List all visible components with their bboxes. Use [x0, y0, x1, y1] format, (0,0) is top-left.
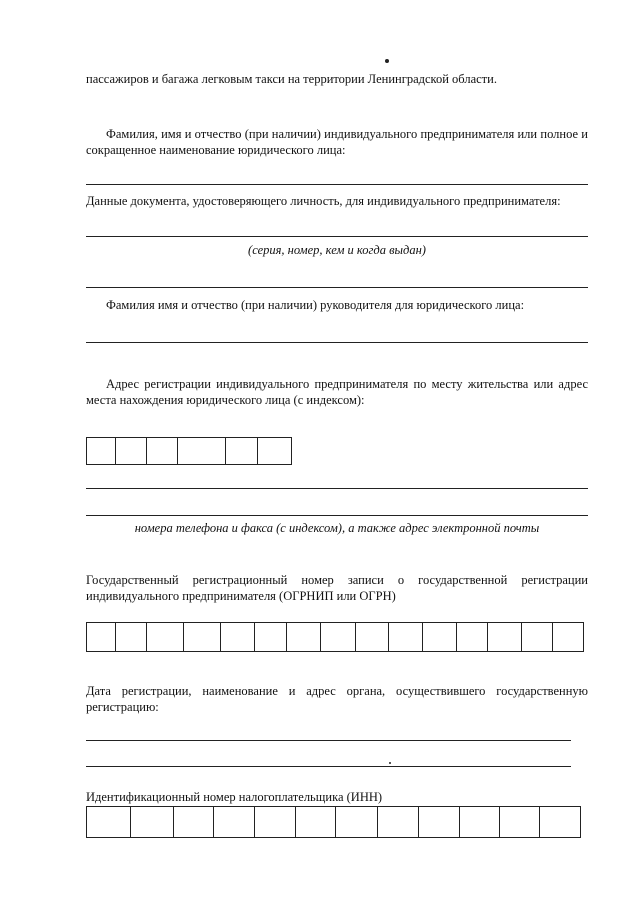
ogrn-cell[interactable]: [321, 623, 356, 651]
ogrn-cell[interactable]: [389, 623, 423, 651]
address-line[interactable]: [86, 488, 588, 489]
postal-index-cell[interactable]: [178, 438, 226, 464]
inn-cell[interactable]: [296, 807, 336, 837]
ogrn-cell[interactable]: [221, 623, 255, 651]
inn-cell[interactable]: [378, 807, 419, 837]
ogrn-cell[interactable]: [488, 623, 522, 651]
ogrn-cell[interactable]: [553, 623, 584, 651]
ogrn-cell[interactable]: [255, 623, 287, 651]
inn-cell[interactable]: [214, 807, 255, 837]
inn-cell[interactable]: [460, 807, 500, 837]
registration-authority-line-2[interactable]: [86, 766, 571, 767]
inn-cell[interactable]: [540, 807, 581, 837]
inn-cell[interactable]: [174, 807, 214, 837]
inn-cell[interactable]: [131, 807, 174, 837]
postal-index-cell[interactable]: [258, 438, 292, 464]
inn-cell[interactable]: [419, 807, 460, 837]
postal-index-cell[interactable]: [226, 438, 258, 464]
inn-cell[interactable]: [336, 807, 378, 837]
ogrn-cell[interactable]: [356, 623, 389, 651]
registration-authority-line[interactable]: [86, 740, 571, 741]
ogrn-cell[interactable]: [457, 623, 488, 651]
ogrn-cell[interactable]: [287, 623, 321, 651]
identity-document-label: Данные документа, удостоверяющего личность, для индивидуального предпринимателя:: [86, 194, 561, 208]
contacts-hint: номера телефона и факса (с индексом), а также адрес электронной почты: [134, 521, 540, 535]
applicant-name-label: Фамилия, имя и отчество (при наличии) индивидуального предпринимателя или полное и сокращенное наименование юридического лица:: [86, 127, 588, 157]
inn-cell[interactable]: [87, 807, 131, 837]
ogrn-cell[interactable]: [147, 623, 184, 651]
postal-index-cell[interactable]: [87, 438, 116, 464]
identity-document-line[interactable]: [86, 236, 588, 237]
intro-text: пассажиров и багажа легковым такси на территории Ленинградской области.: [86, 72, 497, 86]
scan-speck: [385, 59, 389, 63]
ogrn-cell[interactable]: [87, 623, 116, 651]
identity-document-hint: (серия, номер, кем и когда выдан): [248, 243, 426, 257]
inn-cell[interactable]: [255, 807, 296, 837]
scan-speck: [389, 762, 391, 764]
ogrn-cell[interactable]: [116, 623, 147, 651]
registration-authority-label: Дата регистрации, наименование и адрес органа, осуществившего государственную регистрацию:: [86, 684, 588, 714]
director-name-line[interactable]: [86, 342, 588, 343]
ogrn-cell[interactable]: [184, 623, 221, 651]
ogrn-label: Государственный регистрационный номер записи о государственной регистрации индивидуального предпринимателя (ОГРНИП или ОГРН): [86, 573, 588, 603]
inn-label: Идентификационный номер налогоплательщика (ИНН): [86, 790, 383, 804]
inn-cell[interactable]: [500, 807, 540, 837]
contacts-line[interactable]: [86, 515, 588, 516]
ogrn-boxes: [86, 622, 584, 652]
postal-index-boxes: [86, 437, 292, 465]
director-name-label: Фамилия имя и отчество (при наличии) руководителя для юридического лица:: [106, 298, 525, 312]
identity-document-line-2[interactable]: [86, 287, 588, 288]
applicant-name-line[interactable]: [86, 184, 588, 185]
postal-index-cell[interactable]: [147, 438, 178, 464]
ogrn-cell[interactable]: [522, 623, 553, 651]
inn-boxes: [86, 806, 581, 838]
ogrn-cell[interactable]: [423, 623, 457, 651]
postal-index-cell[interactable]: [116, 438, 147, 464]
registration-address-label: Адрес регистрации индивидуального предпринимателя по месту жительства или адрес места нахождения юридического лица (с индексом):: [86, 377, 588, 407]
